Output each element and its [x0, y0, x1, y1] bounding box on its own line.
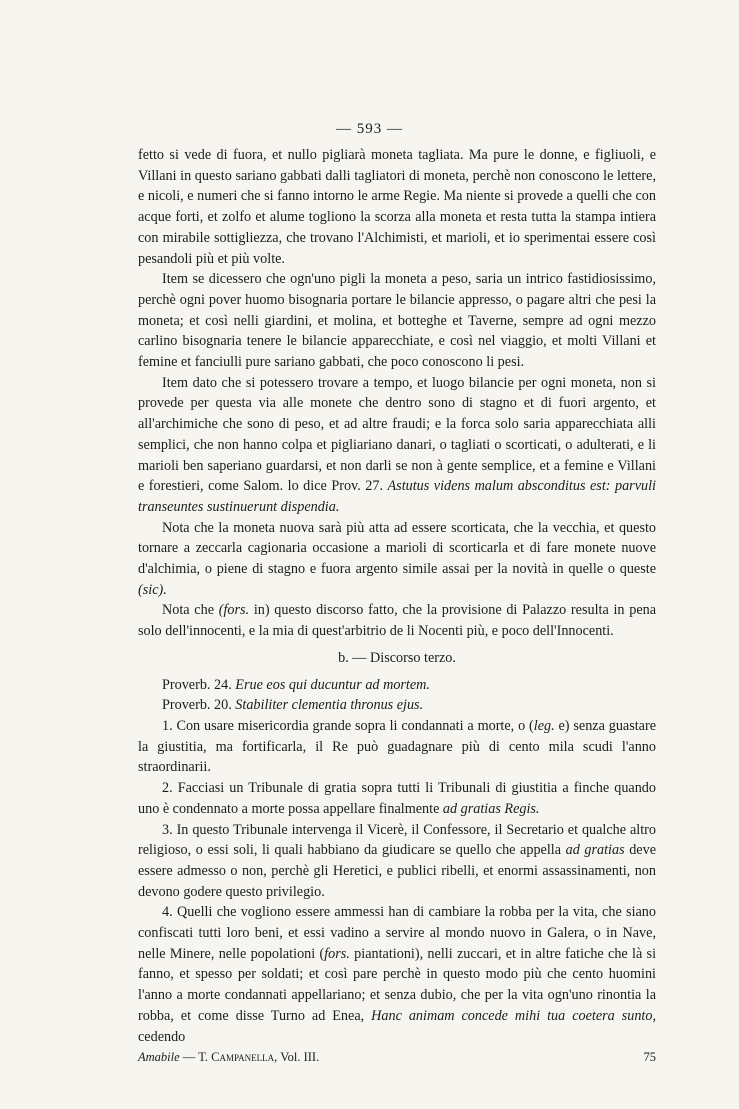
paragraph	[138, 145, 656, 269]
text-run: Proverb. 20.	[162, 697, 232, 714]
latin-quote: Stabiliter clementia thronus ejus.	[235, 697, 424, 714]
text-run: Item se dicessero che ogn'uno pigli la moneta a peso, saria un intrico fastidiosissimo, perchè ogni pover huomo bisognaria portare le bilancie appresso, o pagare altri che pesi la moneta; et così nelli giardini, et molina, et botteghe et Taverne, sempre ad ogni mezzo carlino bisognaria tenere le bilancie apparecchiate, e così nel viaggio, et molti Villani et femine et fanciulli pure sariano gabbati, che poco conoscono li pesi.	[138, 271, 656, 371]
page-footer	[138, 1050, 656, 1065]
text-run: 2. Facciasi un Tribunale di gratia sopra tutti li Tribunali di giustitia a finche quando uno è condennato a morte possa appellare finalmente	[138, 780, 656, 817]
text-run: Proverb. 24.	[162, 676, 232, 693]
numbered-paragraph	[138, 820, 656, 903]
latin-quote: ad gratias Regis.	[442, 800, 540, 817]
paragraph	[138, 269, 656, 373]
section-heading: b. — Discorso terzo.	[338, 649, 456, 666]
volume-label: , Vol. III.	[274, 1050, 320, 1064]
latin-quote: ad gratias	[565, 842, 625, 859]
paragraph	[138, 600, 656, 641]
signature-mark: 75	[643, 1050, 656, 1064]
text-run: piantationi), nelli zuccari, et in altre fatiche che là si fanno, et spesso per soldati; et così pare perchè in questo modo più che cento huomini l'anno a morte condannati appellariano; et senza dubio, che per la vita ogn'uno rinontia la robba, et come disse Turno ad Enea,	[138, 945, 657, 1024]
editor-name: Amabile	[138, 1050, 180, 1064]
text-run: deve essere admesso o non, perchè gli Heretici, e publici ribelli, et enormi assassinamenti, non devono godere questo privilegio.	[138, 842, 656, 900]
editor-note: (fors.	[218, 602, 250, 619]
paragraph	[138, 518, 656, 601]
numbered-paragraph	[138, 778, 656, 819]
text-run: cedendo	[138, 1028, 186, 1045]
text-run: 4. Quelli che vogliono essere ammessi han di cambiare la robba per la vita, che siano confiscati tutti loro beni, et essi vadino a servire al mondo nuovo in Galera, o in Nave, nelle Minere, nelle popolationi (	[138, 904, 656, 962]
editor-note: leg.	[533, 717, 555, 734]
text-run: 1. Con usare misericordia grande sopra li condannati a morte, o (	[162, 717, 534, 734]
editor-note: fors.	[324, 945, 350, 962]
latin-quote: Hanc animam concede mihi tua coetera sunto,	[371, 1007, 657, 1024]
numbered-paragraph	[138, 716, 656, 778]
body-text	[138, 145, 656, 1047]
latin-quote: Astutus videns malum absconditus est: parvuli transeuntes sustinuerunt dispendia.	[138, 478, 656, 515]
paragraph	[138, 373, 656, 518]
page-number: — 593 —	[336, 121, 403, 137]
signature-line	[138, 1050, 319, 1065]
text-run: Item dato che si potessero trovare a tempo, et luogo bilancie per ogni moneta, non si provede per questa via alle monete che dentro sono di stagno et di fuori argento, et all'archimiche che sono di peso, et ad altre fraudi; e la forca solo saria apparecchiata alli semplici, che non hanno colpa et pigliariano danari, o tagliati o scorticati, o adulterati, e li marioli ben saperiano guardarsi, et non darli se non à gente semplice, et a femine e Villani e forestieri, come Salom. lo dice Prov. 27.	[138, 374, 656, 495]
text-run: e) senza guastare la giustitia, ma fortificarla, il Re può guadagnare più di cento mila scudi l'anno straordinarii.	[138, 717, 657, 776]
text-run: in) questo discorso fatto, che la provisione di Palazzo resulta in pena solo dell'innocenti, e la mia di quest'arbitrio de li Nocenti più, e poco dell'Innocenti.	[138, 602, 657, 640]
latin-quote: Erue eos qui ducuntur ad mortem.	[235, 676, 430, 693]
text-run: Nota che	[162, 602, 214, 619]
numbered-paragraph	[138, 902, 656, 1047]
text-run: — T.	[179, 1050, 212, 1064]
epigraph	[138, 695, 656, 716]
epigraph	[138, 675, 656, 696]
sic-note: (sic).	[138, 581, 167, 598]
author-name: Campanella	[211, 1050, 275, 1064]
text-run: Nota che la moneta nuova sarà più atta ad essere scorticata, che la vecchia, et questo tornare a zeccarla cagionaria occasione a marioli di scorticarla et di fare monete nuove d'alchimia, o piene di stagno e fuora argento simile assai per la novità in quelle o queste	[138, 519, 656, 578]
text-run: 3. In questo Tribunale intervenga il Vicerè, il Confessore, il Secretario et qualche altro religioso, o essi soli, li quali habbiano da giudicare se quello che appella	[138, 821, 656, 859]
text-run: fetto si vede di fuora, et nullo pigliarà moneta tagliata. Ma pure le donne, e figliuoli, e Villani in questo sariano gabbati dalli tagliatori di moneta, perchè non conoscono le lettere, e nicoli, e numeri che si fanno intorno le arme Regie. Ma niente si provede a quelli che con acque forti, et zolfo et alume togliono la scorza alla moneta et resta tutta la stampa intiera con mirabile sottigliezza, che trovano l'Alchimisti, et marioli, et io sperimentai essere così pesandoli più et più volte.	[138, 147, 656, 267]
